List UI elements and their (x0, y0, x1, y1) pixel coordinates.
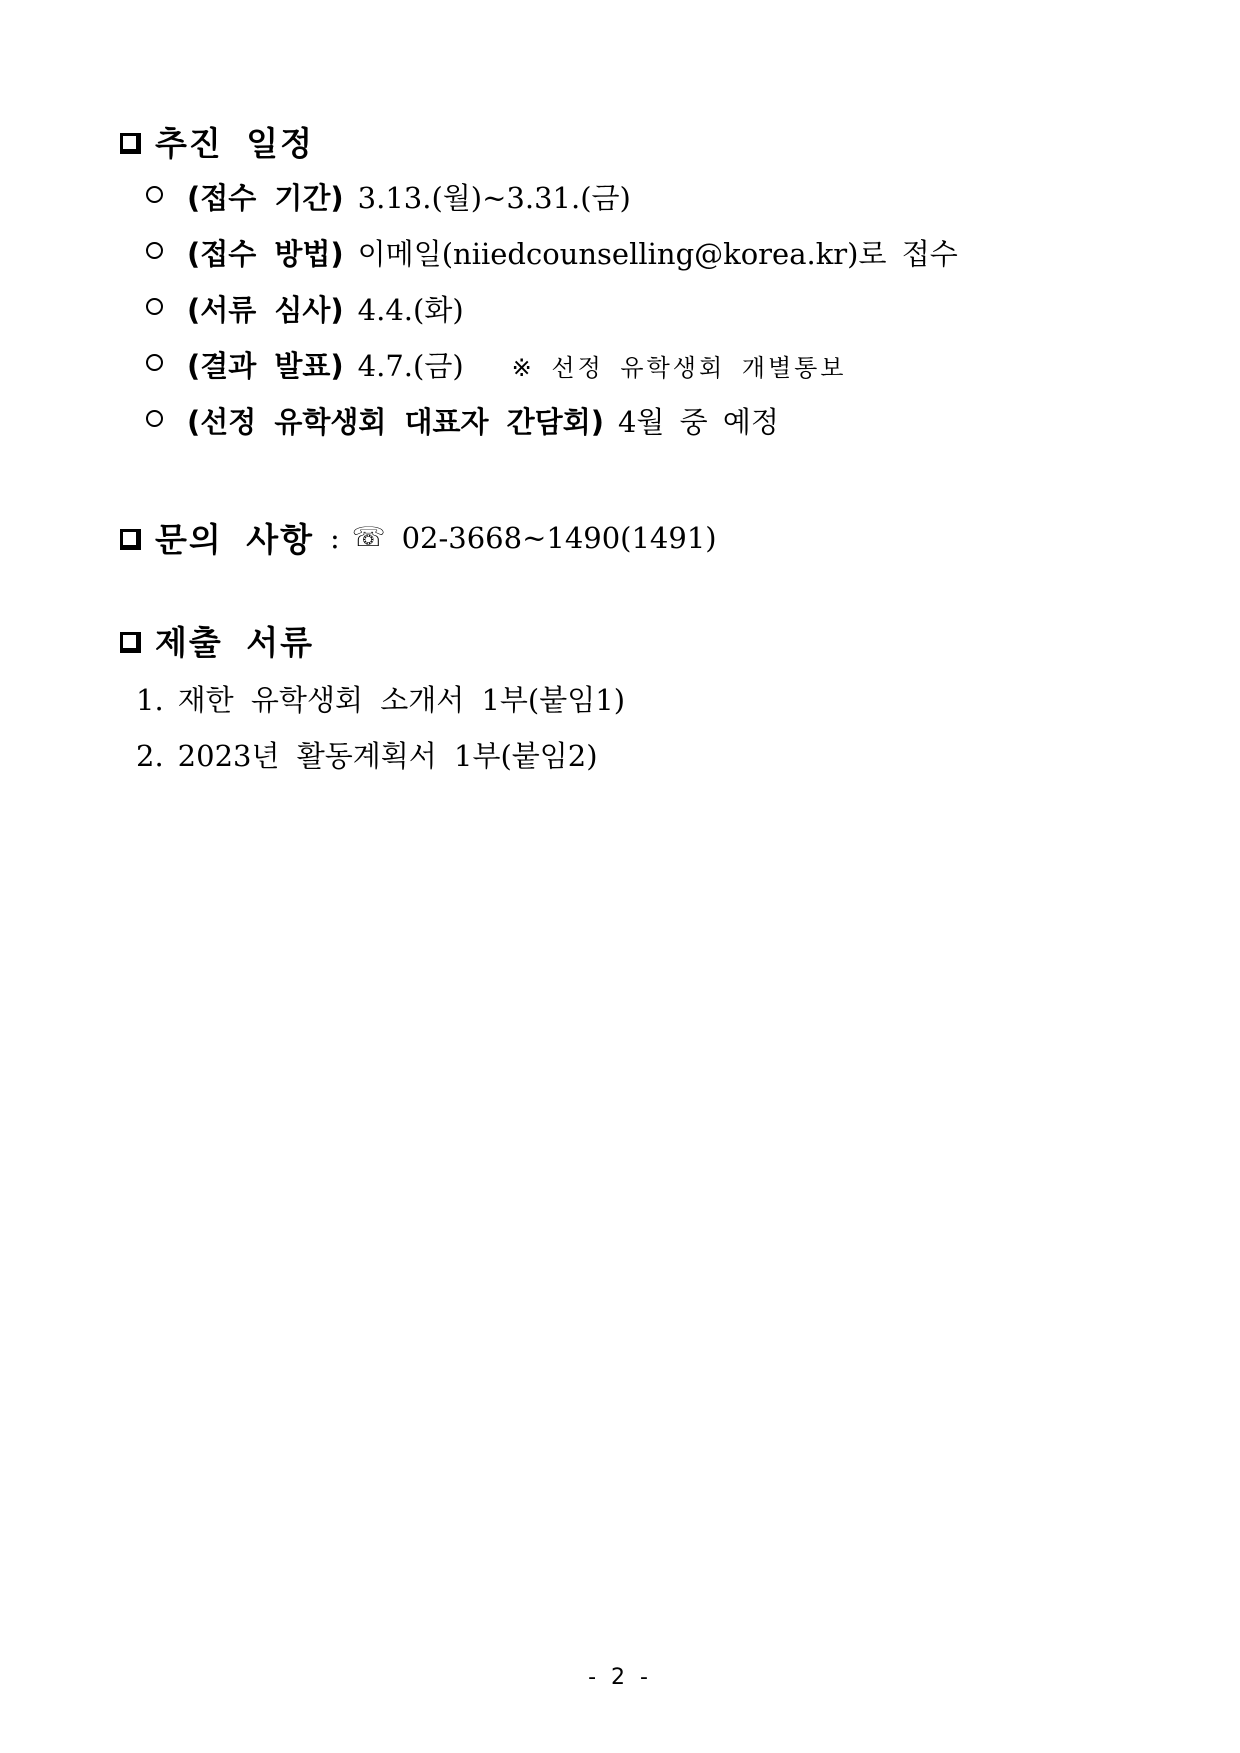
schedule-heading-text: 추진 일정 (155, 124, 315, 163)
telephone-icon: ☏ (351, 522, 388, 553)
circle-bullet-icon (146, 242, 163, 259)
document-item-text: 2023년 활동계획서 1부(붙임2) (177, 739, 598, 773)
document-item-number: 2. (136, 739, 164, 773)
schedule-item-label: (접수 방법) (187, 237, 344, 271)
schedule-item-announcement (146, 344, 847, 385)
document-item-text: 재한 유학생회 소개서 1부(붙임1) (177, 683, 626, 717)
schedule-item-period (146, 176, 631, 217)
documents-heading (120, 617, 314, 664)
schedule-item-note: ※ 선정 유학생회 개별통보 (511, 354, 847, 382)
circle-bullet-icon (146, 354, 163, 371)
page-number: - 2 - (588, 1665, 652, 1690)
schedule-item-review (146, 288, 464, 329)
contact-heading-text: 문의 사항 (155, 520, 315, 559)
schedule-item-meeting (146, 400, 779, 441)
contact-separator: : (330, 520, 340, 555)
schedule-item-label: (결과 발표) (187, 349, 344, 383)
schedule-item-label: (선정 유학생회 대표자 간담회) (187, 405, 604, 439)
schedule-item-value: 4.4.(화) (357, 293, 464, 327)
schedule-item-value: 이메일(niiedcounselling@korea.kr)로 접수 (357, 237, 958, 271)
document-item-number: 1. (136, 683, 164, 717)
circle-bullet-icon (146, 410, 163, 427)
schedule-item-method (146, 232, 958, 273)
schedule-item-value: 4월 중 예정 (617, 405, 779, 439)
schedule-item-label: (서류 심사) (187, 293, 344, 327)
schedule-item-value: 4.7.(금) (357, 349, 464, 383)
checkbox-icon (120, 529, 141, 550)
circle-bullet-icon (146, 298, 163, 315)
schedule-heading (120, 118, 314, 165)
checkbox-icon (120, 632, 141, 653)
schedule-item-label: (접수 기간) (187, 181, 344, 215)
contact-phone: 02-3668~1490(1491) (401, 520, 717, 555)
document-item (136, 734, 598, 775)
schedule-item-value: 3.13.(월)~3.31.(금) (357, 181, 631, 215)
document-item (136, 678, 625, 719)
circle-bullet-icon (146, 186, 163, 203)
documents-heading-text: 제출 서류 (155, 623, 315, 662)
checkbox-icon (120, 133, 141, 154)
contact-heading (120, 514, 717, 561)
